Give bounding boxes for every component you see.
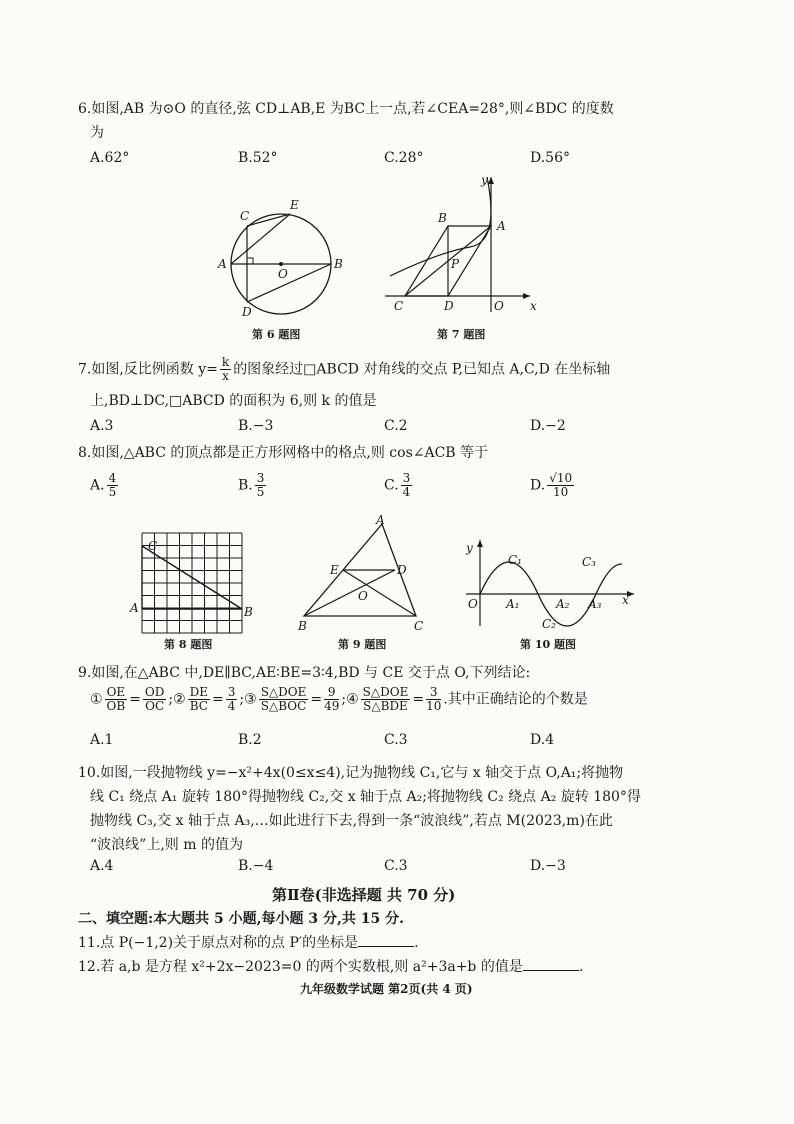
section2-heading: 二、填空题:本大题共 5 小题,每小题 3 分,共 15 分.	[78, 911, 404, 927]
figure-8-caption: 第 8 题图	[164, 638, 213, 651]
q11	[78, 932, 419, 954]
q9-c2-frac1	[188, 686, 210, 713]
f7-label-p: P	[451, 257, 460, 271]
q10-option-a: A.4	[90, 858, 114, 874]
q8-option-b	[238, 472, 268, 499]
q9-c3-frac1	[259, 686, 309, 713]
q9-c2-n1: DE	[189, 685, 209, 699]
q9-c1-n1: OE	[106, 685, 126, 699]
section2-title: 第Ⅱ卷(非选择题 共 70 分)	[272, 886, 456, 904]
f7-label-o: O	[494, 299, 504, 313]
q9-option-c: C.3	[384, 732, 408, 748]
q8-option-a-frac	[107, 472, 119, 499]
q8-text: 8.如图,△ABC 的顶点都是正方形网格中的格点,则 cos∠ACB 等于	[78, 445, 489, 461]
f10-label-c1: C₁	[508, 553, 522, 567]
f10-label-y: y	[466, 541, 473, 555]
q10-line1: 10.如图,一段抛物线 y=−x²+4x(0≤x≤4),记为抛物线 C₁,它与 x 轴交于点 O,A₁;将抛物	[78, 765, 624, 781]
q6-option-d: D.56°	[530, 150, 570, 166]
f10-label-a3: A₃	[588, 597, 602, 611]
f6-label-c: C	[240, 209, 250, 223]
q9-c3-d2: 49	[324, 699, 340, 713]
q11-text: 11.点 P(−1,2)关于原点对称的点 P′的坐标是	[78, 935, 359, 951]
q8-option-d-den: 10	[553, 485, 569, 499]
f7-label-a: A	[497, 219, 506, 233]
q9-c3-n2: 9	[324, 686, 339, 700]
f7-label-x: x	[530, 299, 537, 313]
q9-c4-d1: S△BDE	[363, 699, 408, 713]
q8-option-b-num: 3	[256, 471, 265, 485]
q7-prefix: 7.如图,反比例函数 y=	[78, 361, 218, 378]
figure-9-triangle	[292, 512, 432, 636]
q9-c4-d2: 10	[426, 699, 442, 713]
q9-c1-frac2	[143, 686, 166, 713]
q9-c2-mark: ;②	[168, 691, 186, 708]
q8-option-d-num: √10	[549, 471, 573, 485]
figure-6-caption: 第 6 题图	[252, 328, 301, 341]
q9-c1-mark: ①	[90, 691, 103, 708]
f7-label-b: B	[438, 211, 447, 225]
f7-label-d: D	[444, 299, 454, 313]
q9-text: 9.如图,在△ABC 中,DE∥BC,AE∶BE=3∶4,BD 与 CE 交于点 O,下列结论:	[78, 665, 531, 681]
q11-end: .	[414, 935, 419, 951]
q8-option-c	[384, 472, 414, 499]
q7-fraction-den: x	[222, 369, 229, 383]
q9-c3-eq: =	[310, 691, 323, 708]
f10-label-o: O	[468, 597, 478, 611]
q6-text-line2: 为	[90, 125, 104, 141]
q9-option-b: B.2	[238, 732, 262, 748]
q9-c2-n2: 3	[227, 685, 236, 699]
q7-option-c: C.2	[384, 418, 408, 434]
q8-option-b-label: B.	[238, 477, 253, 494]
q8-option-c-den: 4	[402, 485, 411, 499]
q9-c4-frac1	[361, 686, 411, 713]
page-footer: 九年级数学试题 第2页(共 4 页)	[300, 982, 473, 996]
f6-label-o: O	[278, 267, 288, 281]
f6-label-a: A	[218, 257, 227, 271]
q9-c3-n1: S△DOE	[260, 685, 307, 699]
q7-text-line2: 上,BD⊥DC,□ABCD 的面积为 6,则 k 的值是	[90, 393, 377, 409]
q9-c1-d2: OC	[145, 699, 165, 713]
figure-10-waves	[462, 534, 642, 630]
f10-label-c3: C₃	[582, 555, 596, 569]
q8-option-a-den: 5	[108, 485, 117, 499]
q12-answer-blank[interactable]	[523, 958, 579, 971]
f6-label-e: E	[290, 198, 299, 212]
q9-c1-eq: =	[129, 691, 141, 708]
q12-text: 12.若 a,b 是方程 x²+2x−2023=0 的两个实数根,则 a²+3a+b 的值是	[78, 959, 523, 975]
q7-text-line1	[78, 356, 610, 383]
q8-option-d-frac	[547, 472, 574, 499]
q9-c4-frac2	[426, 686, 441, 713]
q10-line3: 抛物线 C₃,交 x 轴于点 A₃,…如此进行下去,得到一条“波浪线”,若点 M(2023,m)在此	[90, 813, 613, 829]
q9-c4-eq: =	[412, 691, 425, 708]
f10-label-x: x	[622, 593, 629, 607]
figure-9-caption: 第 9 题图	[338, 638, 387, 651]
q12	[78, 956, 583, 978]
q7-option-a: A.3	[90, 418, 114, 434]
f9-label-b: B	[298, 619, 307, 633]
q11-answer-blank[interactable]	[358, 934, 414, 947]
q7-text1: 的图象经过□ABCD 对角线的交点 P,已知点 A,C,D 在坐标轴	[233, 361, 611, 378]
f9-label-o: O	[358, 589, 368, 603]
q7-fraction-num: k	[221, 355, 230, 369]
q7-option-d: D.−2	[530, 418, 566, 434]
figure-10-caption: 第 10 题图	[520, 638, 576, 651]
f6-label-b: B	[334, 257, 343, 271]
f9-label-e: E	[330, 563, 339, 577]
f8-label-a: A	[130, 601, 139, 615]
q8-option-d	[530, 472, 576, 499]
q12-end: .	[578, 959, 584, 975]
q9-c1-n2: OD	[144, 685, 165, 699]
q9-c3-frac2	[324, 686, 339, 713]
q8-option-d-label: D.	[530, 477, 546, 494]
f10-label-a1: A₁	[506, 597, 520, 611]
q8-option-b-frac	[255, 472, 267, 499]
q6-text-line1: 6.如图,AB 为⊙O 的直径,弦 CD⊥AB,E 为BC上一点,若∠CEA=28°,则∠BDC 的度数	[78, 101, 614, 117]
q9-c1-d1: OB	[106, 699, 126, 713]
figure-8-grid	[128, 528, 258, 636]
f6-label-d: D	[242, 305, 252, 319]
q9-tail: .其中正确结论的个数是	[443, 691, 588, 708]
f8-label-c: C	[148, 539, 158, 553]
q8-option-a-num: 4	[108, 471, 117, 485]
q8-option-c-num: 3	[402, 471, 411, 485]
q9-c4-n2: 3	[426, 686, 441, 700]
q10-option-c: C.3	[384, 858, 408, 874]
q9-c2-d2: 4	[227, 699, 236, 713]
q9-option-a: A.1	[90, 732, 114, 748]
q10-option-b: B.−4	[238, 858, 274, 874]
q9-c2-d1: BC	[189, 699, 208, 713]
q9-c1-frac1	[105, 686, 128, 713]
figure-7-coordinate	[380, 172, 540, 322]
q6-option-a: A.62°	[90, 150, 130, 166]
f8-label-b: B	[244, 605, 253, 619]
q7-option-b: B.−3	[238, 418, 274, 434]
q8-option-a	[90, 472, 120, 499]
q6-option-b: B.52°	[238, 150, 278, 166]
f9-label-c: C	[414, 619, 424, 633]
q9-c4-mark: ;④	[341, 691, 359, 708]
f9-label-a: A	[376, 513, 385, 527]
f10-label-c2: C₂	[542, 617, 556, 630]
f7-label-c: C	[394, 299, 404, 313]
q9-c2-frac2	[226, 686, 238, 713]
f7-label-y: y	[481, 173, 488, 187]
f9-label-d: D	[397, 563, 407, 577]
q10-line4: “波浪线”上,则 m 的值为	[90, 837, 243, 853]
q9-option-d: D.4	[530, 732, 555, 748]
q8-option-b-den: 5	[256, 485, 265, 499]
q9-c3-mark: ;③	[239, 691, 257, 708]
figure-7-caption: 第 7 题图	[437, 328, 486, 341]
q10-option-d: D.−3	[530, 858, 566, 874]
figure-6-circle	[210, 190, 360, 330]
q9-c4-n1: S△DOE	[362, 685, 409, 699]
q9-c2-eq: =	[212, 691, 224, 708]
q7-fraction	[220, 356, 231, 383]
q10-line2: 线 C₁ 绕点 A₁ 旋转 180°得抛物线 C₂,交 x 轴于点 A₂;将抛物线 C₂ 绕点 A₂ 旋转 180°得	[90, 789, 641, 805]
q9-c3-d1: S△BOC	[260, 699, 307, 713]
q9-conclusions	[90, 686, 588, 713]
f10-label-a2: A₂	[556, 597, 570, 611]
q8-option-c-label: C.	[384, 477, 399, 494]
q8-option-c-frac	[401, 472, 413, 499]
q6-option-c: C.28°	[384, 150, 424, 166]
q8-option-a-label: A.	[90, 477, 105, 494]
